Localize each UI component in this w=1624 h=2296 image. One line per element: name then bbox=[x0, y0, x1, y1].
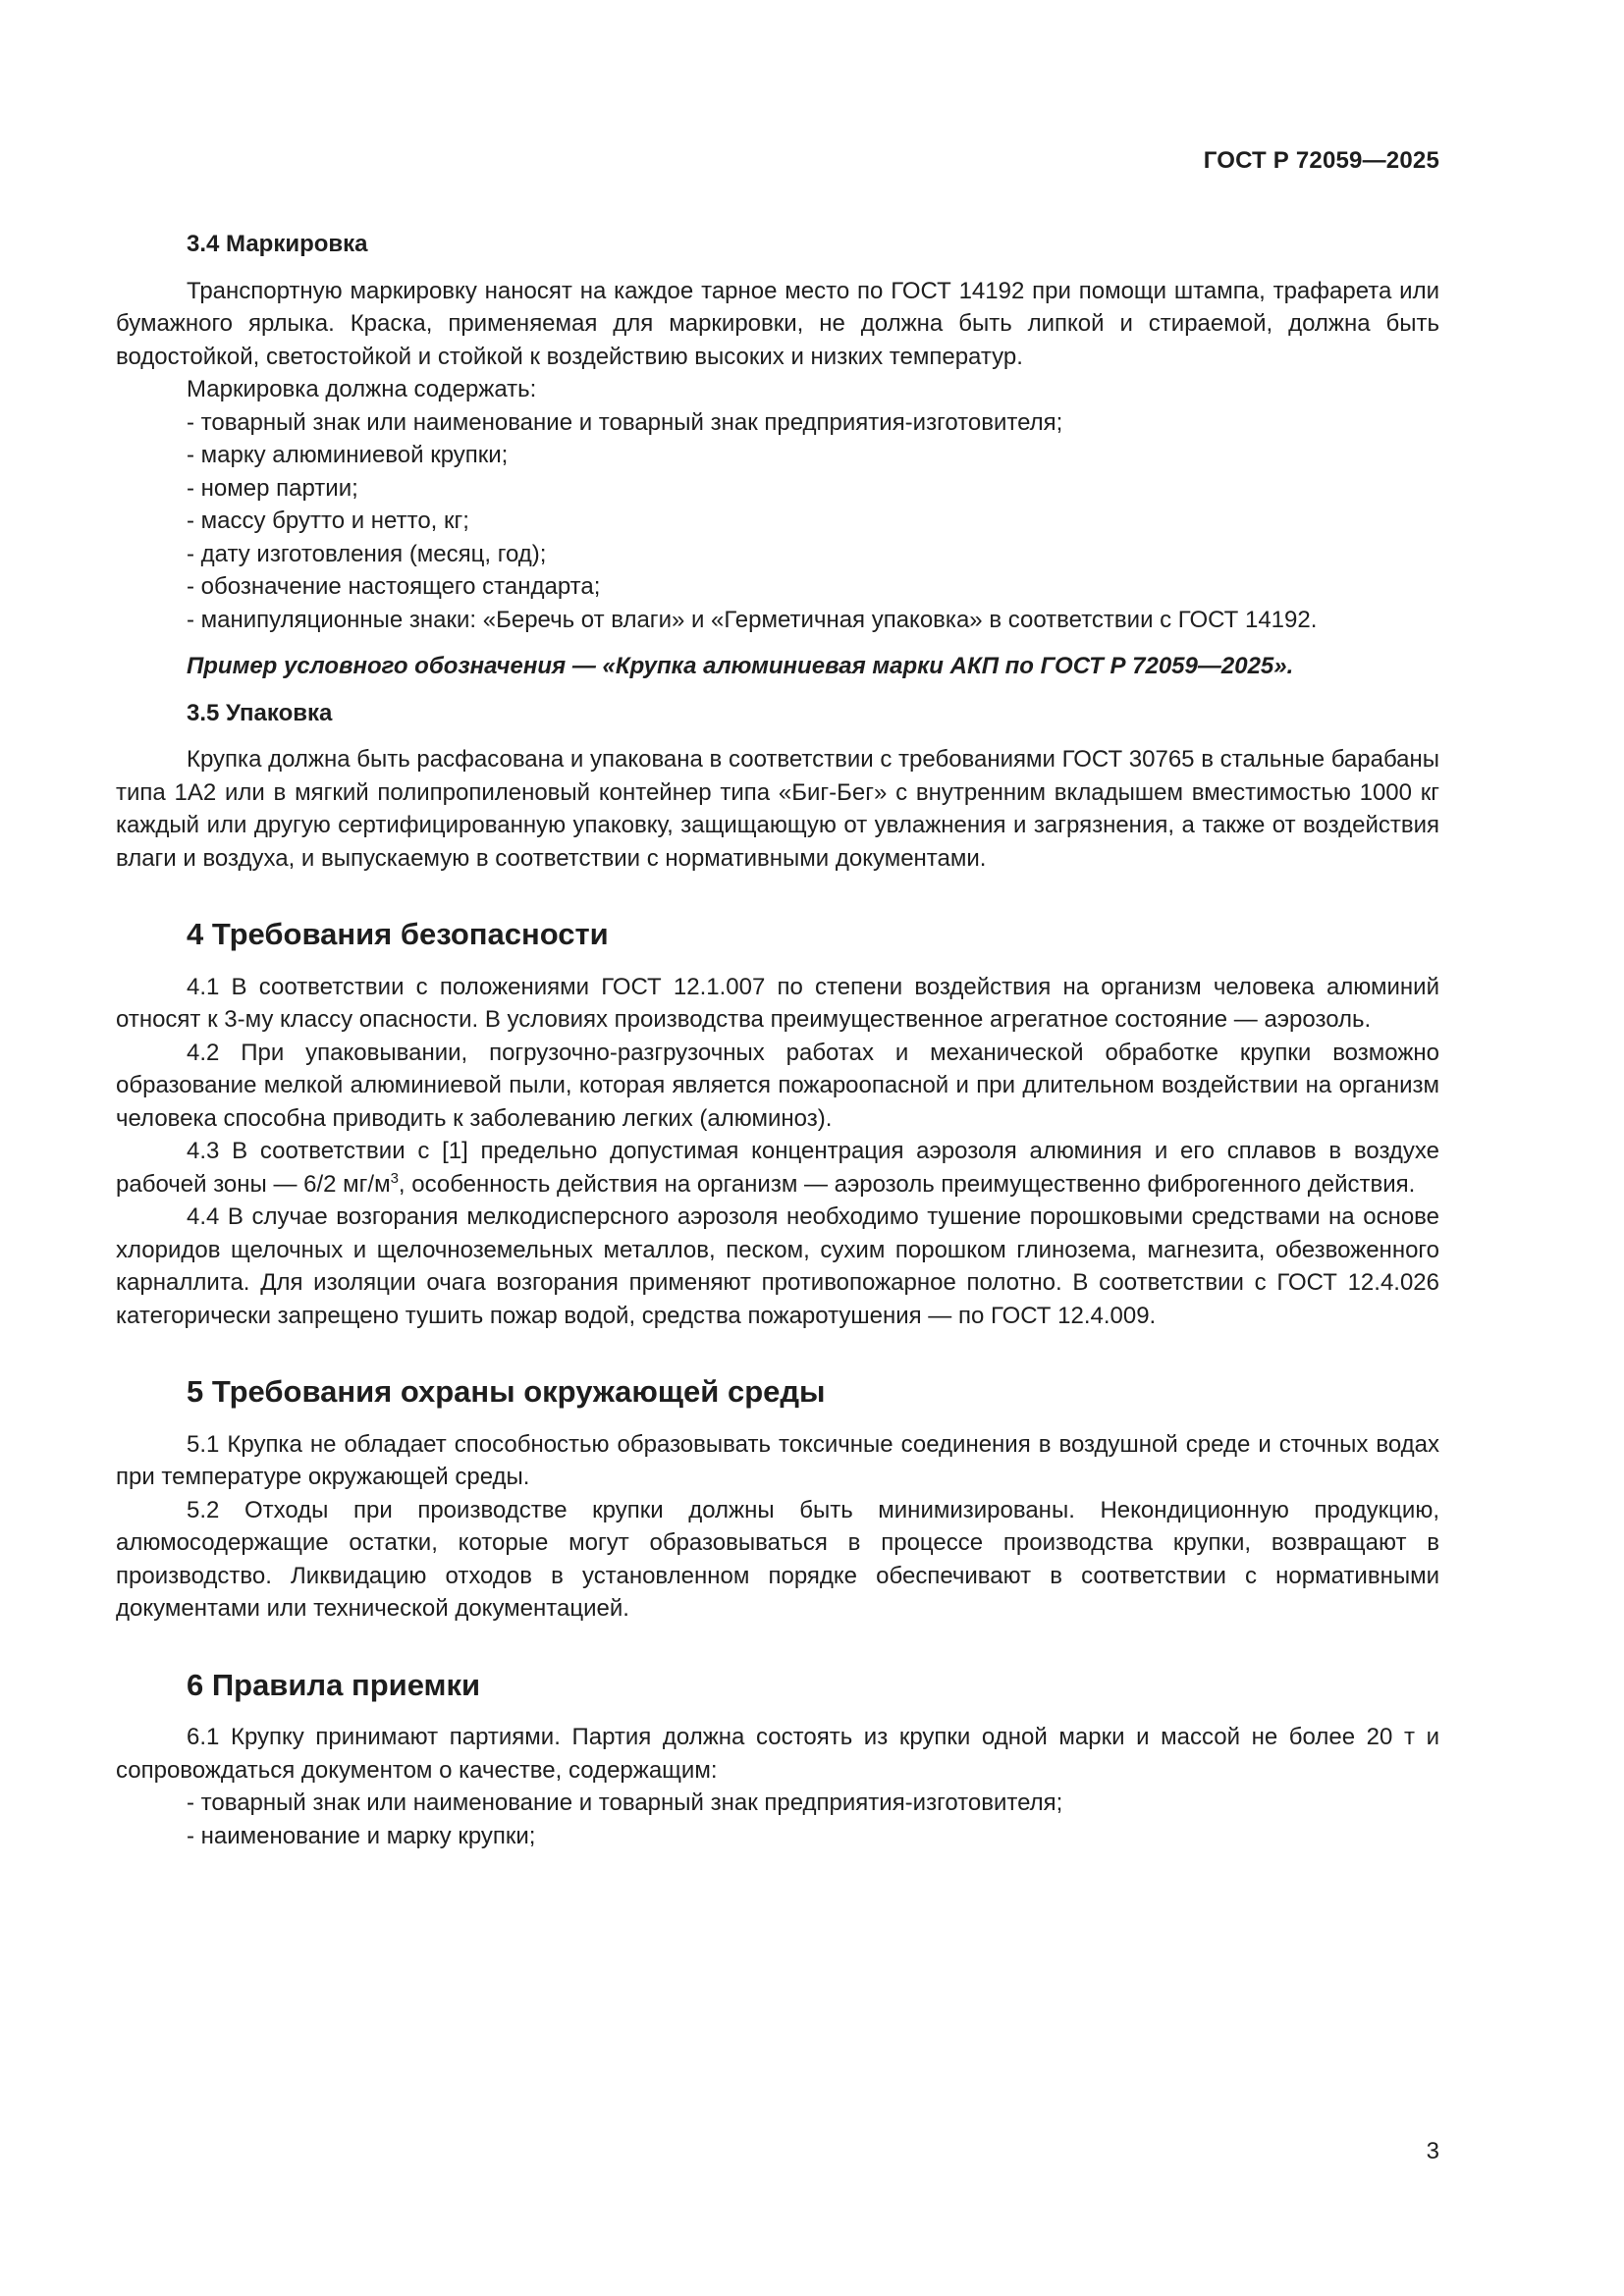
list-item: - товарный знак или наименование и товарный знак предприятия-изготовителя; bbox=[187, 1789, 1063, 1816]
document-body bbox=[116, 228, 1439, 1852]
list-item: - наименование и марку крупки; bbox=[187, 1822, 536, 1849]
section-title-5: 5 Требования охраны окружающей среды bbox=[187, 1374, 826, 1409]
marking-list bbox=[116, 406, 1439, 637]
list-item: - манипуляционные знаки: «Беречь от влаги» и «Герметичная упаковка» в соответствии с ГОСТ 14192. bbox=[187, 606, 1318, 633]
list-item: - массу брутто и нетто, кг; bbox=[187, 507, 469, 534]
section-title-4: 4 Требования безопасности bbox=[187, 917, 609, 951]
acceptance-list bbox=[116, 1787, 1439, 1852]
list-item: - товарный знак или наименование и товарный знак предприятия-изготовителя; bbox=[187, 408, 1063, 436]
list-item: - дату изготовления (месяц, год); bbox=[187, 540, 547, 567]
superscript-3: 3 bbox=[390, 1169, 399, 1187]
list-item: - номер партии; bbox=[187, 474, 358, 502]
paragraph-4-3 bbox=[116, 1135, 1439, 1201]
paragraph-6-1: 6.1 Крупку принимают партиями. Партия должна состоять из крупки одной марки и массой не более 20 т и сопровождаться документом о качестве, содержащим: bbox=[116, 1724, 1439, 1784]
section-title-6: 6 Правила приемки bbox=[187, 1667, 481, 1702]
subsection-title-3-5: 3.5 Упаковка bbox=[187, 699, 333, 726]
paragraph-4-4: 4.4 В случае возгорания мелкодисперсного аэрозоля необходимо тушение порошковыми средствами на основе хлоридов щелочных и щелочноземельных металлов, песком, сухим порошком глинозема, магнезита, обезвоженного карналлита. Для изоляции очага возгорания применяют противопожарное полотно. В соответствии с ГОСТ 12.4.026 категорически запрещено тушить пожар водой, средства пожаротушения — по ГОСТ 12.4.009. bbox=[116, 1203, 1439, 1329]
paragraph-3-5-packaging: Крупка должна быть расфасована и упакована в соответствии с требованиями ГОСТ 30765 в стальные барабаны типа 1А2 или в мягкий полипропиленовый контейнер типа «Биг-Бег» с внутренним вкладышем вместимостью 1000 кг каждый или другую сертифицированную упаковку, защищающую от увлажнения и загрязнения, а также от воздействия влаги и воздуха, и выпускаемую в соответствии с нормативными документами. bbox=[116, 746, 1439, 872]
paragraph-4-2: 4.2 При упаковывании, погрузочно-разгрузочных работах и механической обработке крупки возможно образование мелкой алюминиевой пыли, которая является пожароопасной и при длительном воздействии на организм человека способна приводить к заболеванию легких (алюминоз). bbox=[116, 1039, 1439, 1132]
paragraph-4-1: 4.1 В соответствии с положениями ГОСТ 12.1.007 по степени воздействия на организм человека алюминий относят к 3-му классу опасности. В условиях производства преимущественное агрегатное состояние — аэрозоль. bbox=[116, 973, 1439, 1033]
designation-example: Пример условного обозначения — «Крупка алюминиевая марки АКП по ГОСТ Р 72059—2025». bbox=[187, 653, 1294, 679]
page-number: 3 bbox=[1426, 2138, 1439, 2164]
paragraph-4-3-text-a: 4.3 В соответствии с [1] предельно допустимая концентрация аэрозоля алюминия и его сплавов в воздухе рабочей зоны — 6/2 мг/м bbox=[116, 1138, 1439, 1198]
list-item: - марку алюминиевой крупки; bbox=[187, 442, 509, 468]
paragraph-3-4-marking: Транспортную маркировку наносят на каждое тарное место по ГОСТ 14192 при помощи штампа, трафарета или бумажного ярлыка. Краска, применяемая для маркировки, не должна быть липкой и стираемой, должна быть водостойкой, светостойкой и стойкой к воздействию высоких и низких температур. bbox=[116, 277, 1439, 370]
paragraph-4-3-text-b: , особенность действия на организм — аэрозоль преимущественно фиброгенного действия. bbox=[398, 1170, 1416, 1198]
document-code-header: ГОСТ Р 72059—2025 bbox=[1203, 147, 1439, 174]
paragraph-marking-contents: Маркировка должна содержать: bbox=[187, 376, 537, 402]
subsection-title-3-4: 3.4 Маркировка bbox=[187, 231, 368, 257]
paragraph-5-2: 5.2 Отходы при производстве крупки должны быть минимизированы. Некондиционную продукцию, алюмосодержащие остатки, которые могут образовываться в процессе производства крупки, возвращают в производство. Ликвидацию отходов в установленном порядке обеспечивают в соответствии с нормативными документами или технической документацией. bbox=[116, 1496, 1439, 1622]
paragraph-5-1: 5.1 Крупка не обладает способностью образовывать токсичные соединения в воздушной среде и сточных водах при температуре окружающей среды. bbox=[116, 1430, 1439, 1490]
list-item: - обозначение настоящего стандарта; bbox=[187, 573, 601, 600]
